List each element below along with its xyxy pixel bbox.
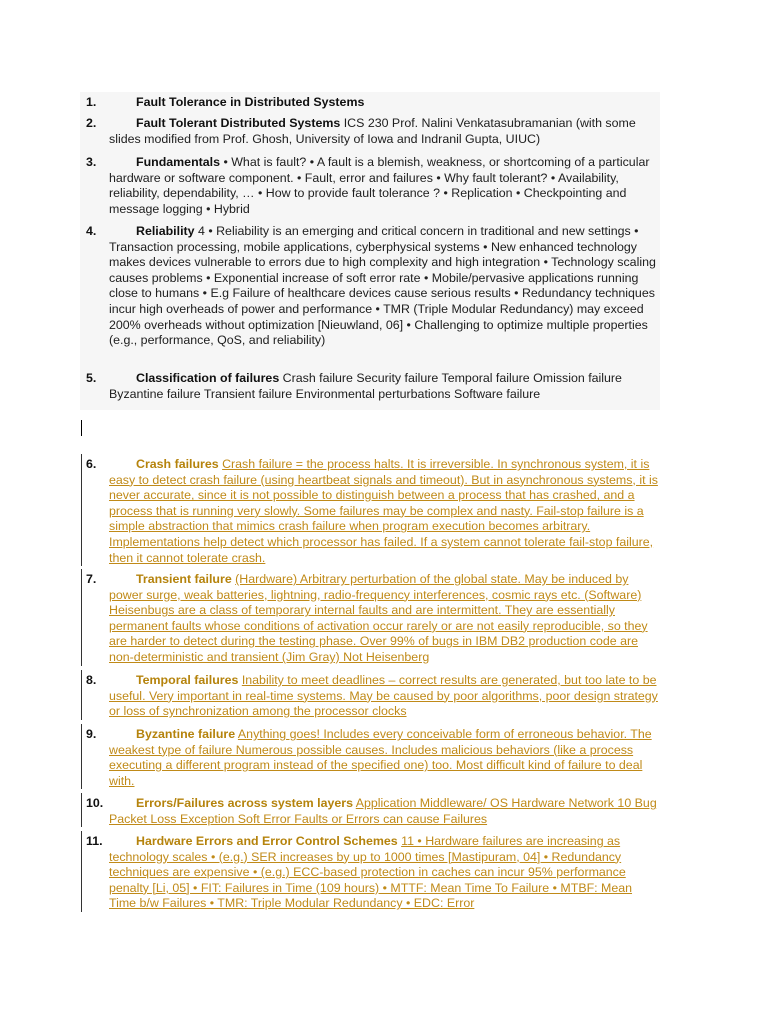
list-item: [80, 224, 660, 349]
list-item: [80, 796, 660, 827]
item-text: Application Middleware/ OS Hardware Network 10 Bug Packet Loss Exception Soft Error Faults or Errors can cause Failures: [109, 796, 657, 826]
item-number: 11.: [86, 834, 103, 848]
item-number: 10.: [86, 796, 104, 810]
item-body: [109, 457, 660, 566]
item-heading: Fault Tolerance in Distributed Systems: [136, 95, 365, 109]
item-text: ICS 230 Prof. Nalini Venkatasubramanian (with some slides modified from Prof. Ghosh, University of Iowa and Indranil Gupta, UIUC): [109, 116, 636, 146]
text-cursor: [81, 420, 82, 436]
change-bar: [81, 831, 82, 912]
item-heading: Hardware Errors and Error Control Schemes: [136, 834, 398, 848]
list-item: [80, 834, 660, 912]
item-heading: Crash failures: [136, 457, 219, 471]
item-number: 5.: [86, 371, 97, 385]
item-number: 9.: [86, 727, 97, 741]
item-heading: Byzantine failure: [136, 727, 236, 741]
list-item: [80, 371, 660, 402]
item-heading: Fault Tolerant Distributed Systems: [136, 116, 341, 130]
change-bar: [81, 670, 82, 720]
item-text: 11 • Hardware failures are increasing as technology scales • (e.g.) SER increases by up to 1000 times [Mastipuram, 04] • Redundancy techniques are expensive • (e.g.) ECC-based protection in caches can incur 95% performance penalty [Li, 05] • FIT: Failures in Time (109 hours) • MTTF: Mean Time To Failure • MTBF: Mean Time b/w Failures • TMR: Triple Modular Redundancy • EDC: Error: [109, 834, 633, 911]
item-number: 6.: [86, 457, 97, 471]
item-heading: Classification of failures: [136, 371, 280, 385]
item-body: [109, 796, 660, 827]
list-item: [80, 457, 660, 566]
list-item: [80, 727, 660, 789]
item-body: [109, 95, 660, 111]
item-body: [109, 572, 660, 666]
list-item: [80, 95, 660, 111]
item-text: • What is fault? • A fault is a blemish, weakness, or shortcoming of a particular hardware or software component. • Fault, error and failures • Why fault tolerant? • Availability, reliability, dependability, … • How to provide fault tolerance ? • Replication • Checkpointing and message logging • Hybrid: [109, 155, 650, 216]
item-number: 3.: [86, 155, 97, 169]
list-item: [80, 572, 660, 666]
item-text: Anything goes! Includes every conceivable form of erroneous behavior. The weakest type of failure Numerous possible causes. Includes malicious behaviors (like a process executing a different program instead of the specified one) too. Most difficult kind of failure to deal with.: [109, 727, 652, 788]
item-text: Inability to meet deadlines – correct results are generated, but too late to be useful. Very important in real-time systems. May be caused by poor algorithms, poor design strategy or loss of synchronization among the processor clocks: [109, 673, 658, 719]
item-body: [109, 116, 660, 147]
list-item: [80, 155, 660, 217]
item-heading: Transient failure: [136, 572, 232, 586]
item-body: [109, 834, 660, 912]
change-bar: [81, 793, 82, 827]
item-heading: Reliability: [136, 224, 195, 238]
item-body: [109, 371, 660, 402]
item-body: [109, 224, 660, 349]
list-item: [80, 116, 660, 147]
item-number: 8.: [86, 673, 97, 687]
change-bar: [81, 569, 82, 666]
item-text: (Hardware) Arbitrary perturbation of the global state. May be induced by power surge, weak batteries, lightning, radio-frequency interferences, cosmic rays etc. (Software) Heisenbugs are a class of temporary internal faults and are intermittent. They are essentially permanent faults whose conditions of activation occur rarely or are not easily reproducible, so they are harder to detect during the testing phase. Over 99% of bugs in IBM DB2 production code are non-deterministic and transient (Jim Gray) Not Heisenberg: [109, 572, 648, 664]
item-body: [109, 727, 660, 789]
item-body: [109, 673, 660, 720]
item-text: Crash failure Security failure Temporal failure Omission failure Byzantine failure Transient failure Environmental perturbations Software failure: [109, 371, 622, 401]
change-bar: [81, 454, 82, 566]
change-bar: [81, 724, 82, 789]
item-number: 7.: [86, 572, 97, 586]
item-number: 4.: [86, 224, 97, 238]
item-heading: Fundamentals: [136, 155, 220, 169]
item-number: 1.: [86, 95, 97, 109]
list-item: [80, 673, 660, 720]
item-heading: Temporal failures: [136, 673, 239, 687]
item-body: [109, 155, 660, 217]
item-heading: Errors/Failures across system layers: [136, 796, 353, 810]
item-text: 4 • Reliability is an emerging and critical concern in traditional and new settings • Transaction processing, mobile applications, cyberphysical systems • New enhanced technology makes devices vulnerable to errors due to high complexity and high integration • Technology scaling causes problems • Exponential increase of soft error rate • Mobile/pervasive applications running close to humans • E.g Failure of healthcare devices cause serious results • Redundancy techniques incur high overheads of power and performance • TMR (Triple Modular Redundancy) may exceed 200% overheads without optimization [Nieuwland, 06] • Challenging to optimize multiple properties (e.g., performance, QoS, and reliability): [109, 224, 656, 348]
item-number: 2.: [86, 116, 97, 130]
item-text: Crash failure = the process halts. It is irreversible. In synchronous system, it is easy to detect crash failure (using heartbeat signals and timeout). But in asynchronous systems, it is never accurate, since it is not possible to distinguish between a process that has crashed, and a process that is running very slowly. Some failures may be complex and nasty. Fail-stop failure is a simple abstraction that mimics crash failure when program execution becomes arbitrary. Implementations help detect which processor has failed. If a system cannot tolerate fail-stop failure, then it cannot tolerate crash.: [109, 457, 658, 565]
